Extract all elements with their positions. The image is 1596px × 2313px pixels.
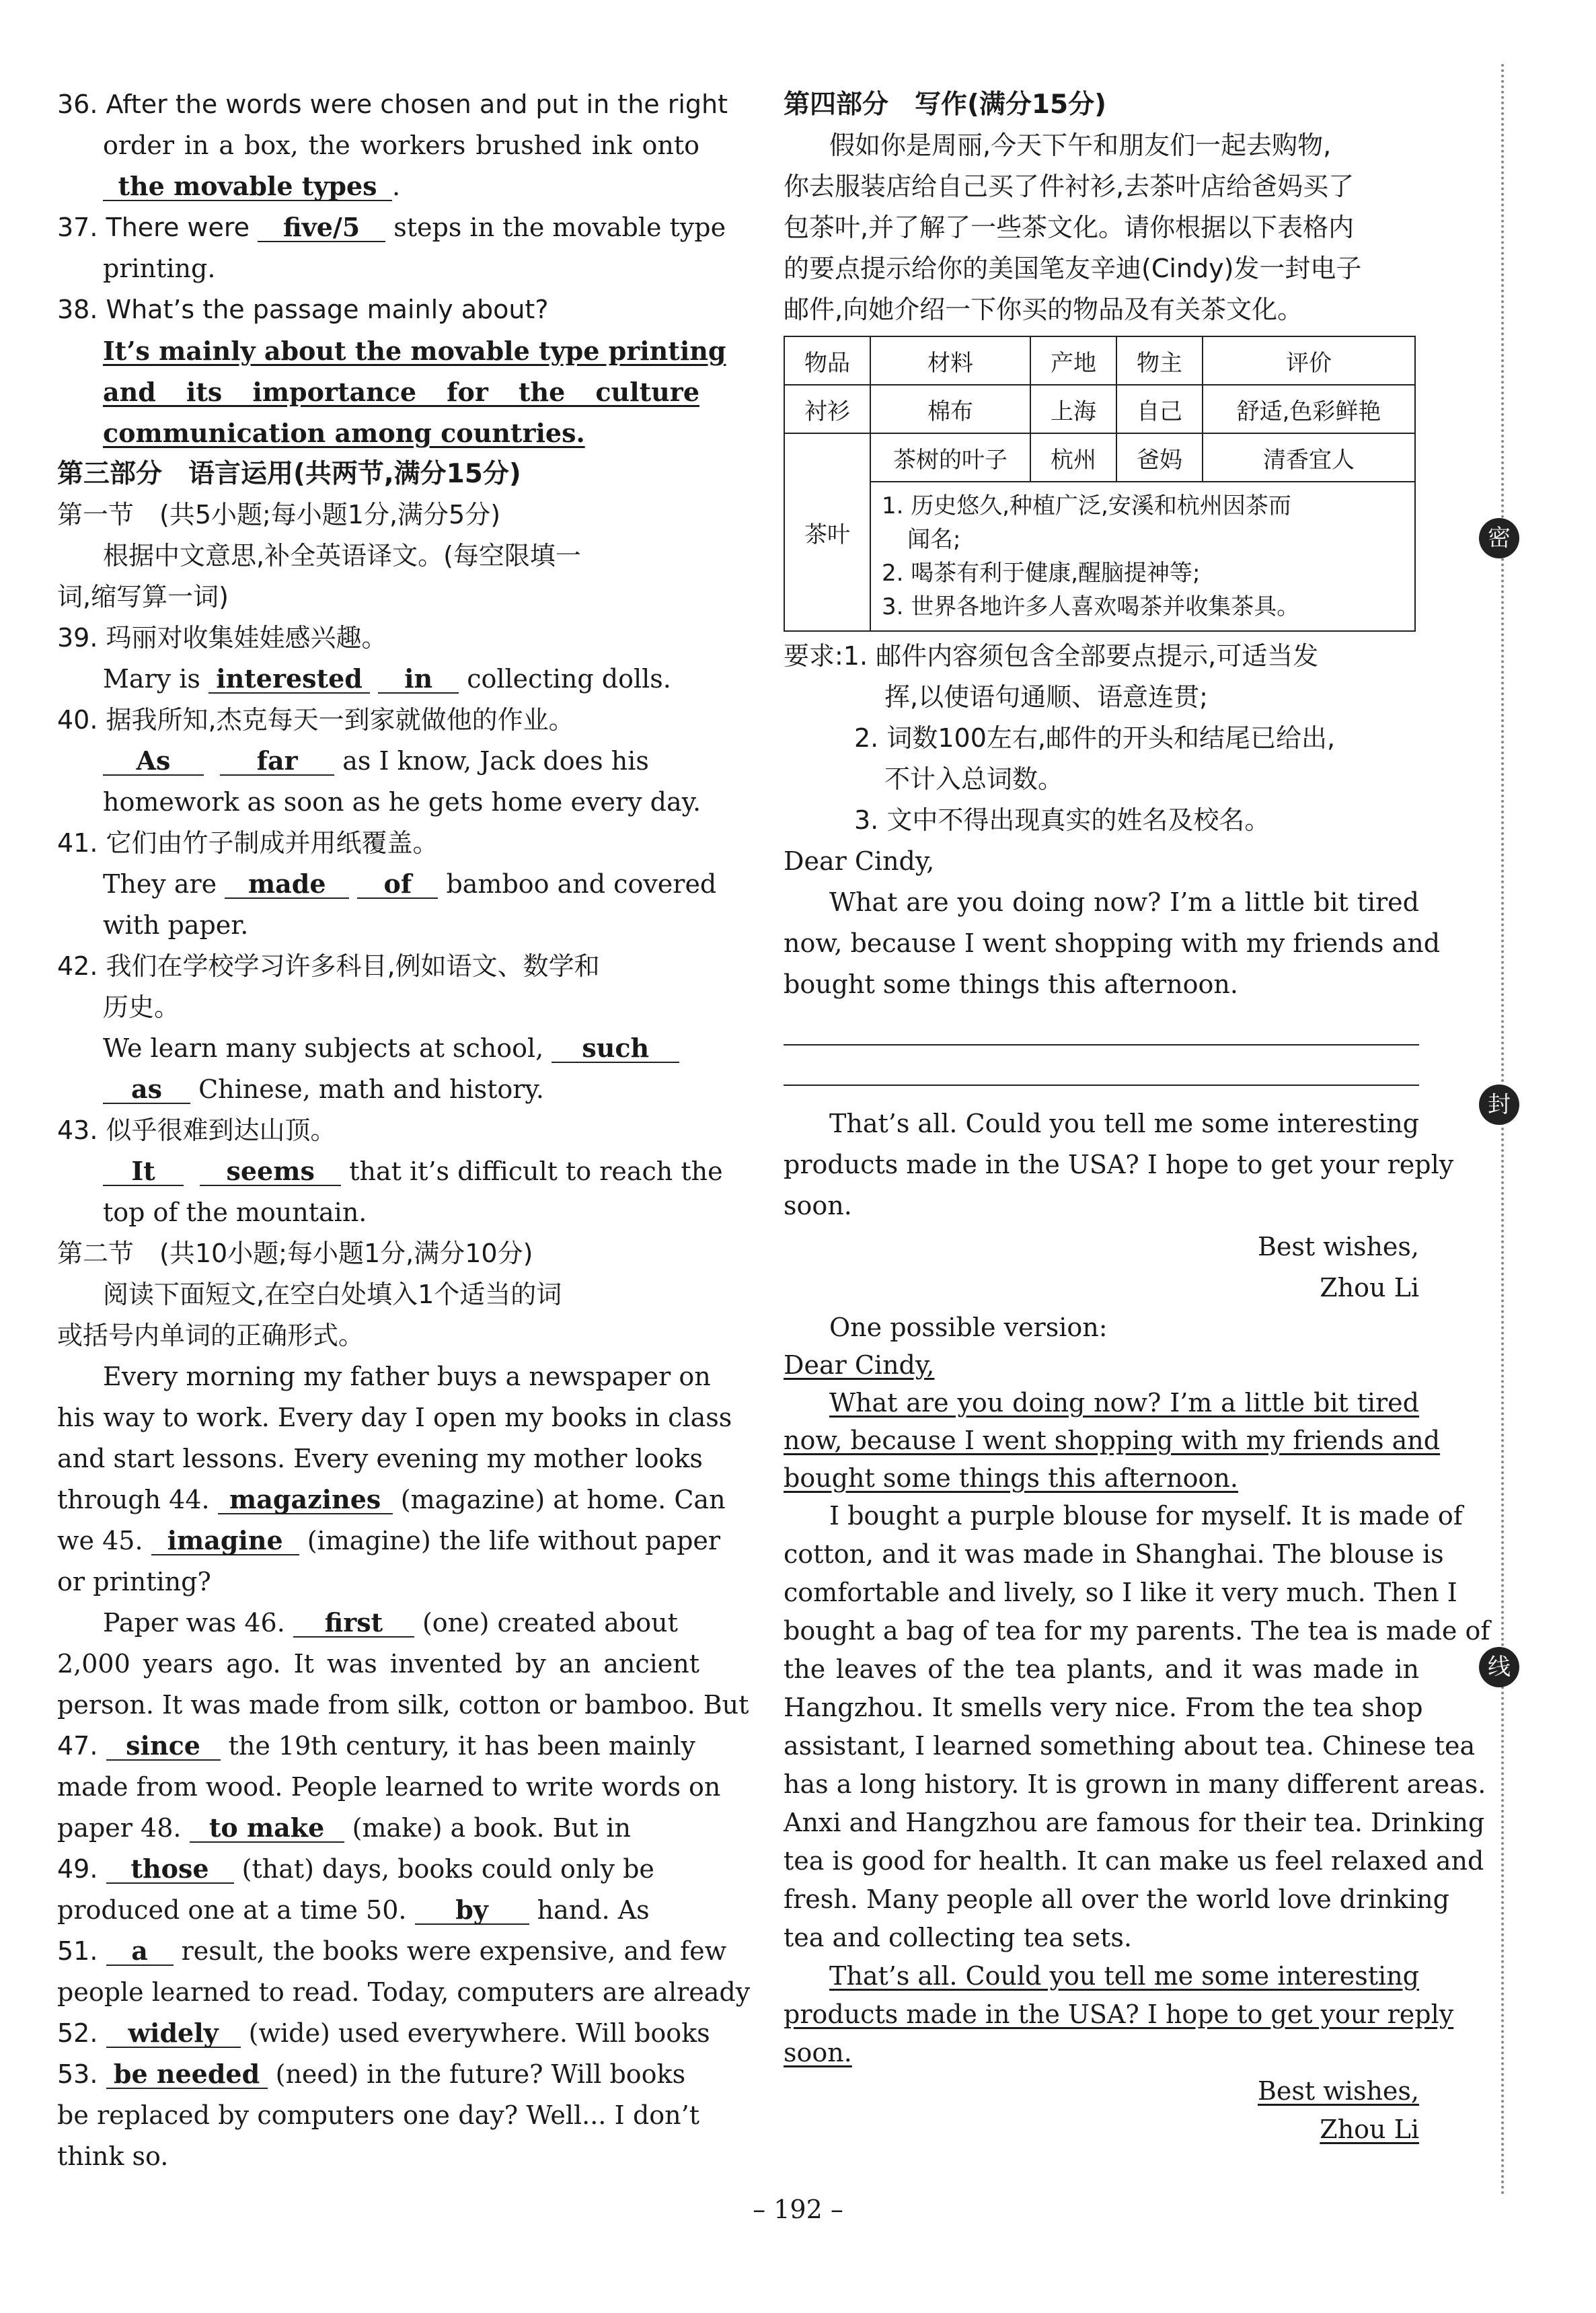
section1-instructions-2: 词,缩写算一词) — [57, 582, 229, 612]
q39-english: Mary is interested in collecting dolls. — [103, 663, 671, 694]
table-header: 物主 — [1116, 336, 1203, 385]
answer-52: widely — [106, 2020, 241, 2048]
q36-line2: order in a box, the workers brushed ink onto — [103, 131, 699, 160]
version-body: Hangzhou. It smells very nice. From the tea shop — [784, 1693, 1423, 1722]
writing-intro: 包茶叶,并了解了一些茶文化。请你根据以下表格内 — [784, 213, 1355, 242]
q43-chinese: 43. 似乎很难到达山顶。 — [57, 1115, 336, 1145]
email-opening: What are you doing now? I’m a little bit tired — [829, 887, 1419, 917]
version-label: One possible version: — [829, 1313, 1108, 1342]
passage-line: produced one at a time 50. by hand. As — [57, 1895, 650, 1925]
seal-mark-feng: 封 — [1479, 1085, 1519, 1125]
answer-42b: as — [103, 1076, 190, 1104]
table-cell: 舒适,色彩鲜艳 — [1203, 385, 1415, 433]
version-opening: now, because I went shopping with my friends and — [784, 1426, 1441, 1455]
passage-line: made from wood. People learned to write words on — [57, 1772, 721, 1802]
section2-title: 第二节 (共10小题;每小题1分,满分10分) — [57, 1239, 533, 1268]
passage-line: Paper was 46. first (one) created about — [103, 1607, 678, 1638]
q43-english-2: top of the mountain. — [103, 1198, 367, 1227]
passage-line: we 45. imagine (imagine) the life without paper — [57, 1525, 721, 1555]
answer-48: to make — [190, 1814, 344, 1843]
table-cell: 杭州 — [1030, 433, 1116, 482]
email-signature: Zhou Li — [1320, 1273, 1419, 1302]
passage-line: 2,000 years ago. It was invented by an ancient — [57, 1649, 699, 1679]
answer-51: a — [106, 1938, 174, 1966]
q42-chinese-2: 历史。 — [103, 992, 180, 1022]
table-row — [784, 482, 1415, 631]
version-opening: bought some things this afternoon. — [784, 1463, 1238, 1493]
passage-line: or printing? — [57, 1567, 211, 1596]
passage-line: person. It was made from silk, cotton or bamboo. But — [57, 1690, 749, 1720]
part4-title: 第四部分 写作(满分15分) — [784, 89, 1106, 120]
requirement: 2. 词数100左右,邮件的开头和结尾已给出, — [854, 723, 1336, 753]
version-signature: Zhou Li — [1320, 2115, 1419, 2144]
table-cell: 棉布 — [870, 385, 1030, 433]
passage-line: think so. — [57, 2141, 169, 2171]
version-body: tea and collecting tea sets. — [784, 1923, 1132, 1952]
q37-line2: printing. — [103, 254, 216, 283]
version-closing: That’s all. Could you tell me some interesting — [829, 1961, 1419, 1991]
passage-line: people learned to read. Today, computers are already — [57, 1977, 751, 2007]
left-column — [57, 84, 751, 2177]
seal-mark-mi: 密 — [1479, 518, 1519, 558]
table-cell: 爸妈 — [1116, 433, 1203, 482]
table-cell: 茶树的叶子 — [870, 433, 1030, 482]
passage-line: and start lessons. Every evening my mother looks — [57, 1444, 703, 1473]
answer-42a: such — [552, 1035, 679, 1063]
passage-line: paper 48. to make (make) a book. But in — [57, 1812, 631, 1843]
q37-line1: 37. There were five/5 steps in the movable type — [57, 212, 726, 242]
requirement: 要求:1. 邮件内容须包含全部要点提示,可适当发 — [784, 641, 1319, 671]
table-header: 评价 — [1203, 336, 1415, 385]
q42-english-2: as Chinese, math and history. — [57, 1069, 699, 1110]
version-body: assistant, I learned something about tea. Chinese tea — [784, 1731, 1476, 1761]
table-row — [784, 385, 1415, 433]
writing-blank-line — [784, 1045, 1419, 1086]
version-closing: soon. — [784, 2038, 852, 2067]
passage-line: through 44. magazines (magazine) at home. Can — [57, 1484, 726, 1514]
email-wishes: Best wishes, — [1258, 1232, 1419, 1261]
answer-47: since — [106, 1732, 221, 1761]
writing-blank-line — [784, 1005, 1419, 1045]
passage-line: 52. widely (wide) used everywhere. Will books — [57, 2018, 710, 2048]
answer-38-line3: communication among countries. — [103, 418, 585, 448]
version-body: has a long history. It is grown in many different areas. — [784, 1769, 1486, 1799]
table-cell: 上海 — [1030, 385, 1116, 433]
email-closing: That’s all. Could you tell me some interesting — [829, 1109, 1419, 1138]
q41-chinese: 41. 它们由竹子制成并用纸覆盖。 — [57, 828, 439, 858]
answer-41b: of — [357, 871, 438, 899]
table-cell: 衬衫 — [784, 385, 870, 433]
passage-line: his way to work. Every day I open my books in class — [57, 1403, 732, 1432]
table-row — [784, 433, 1415, 482]
table-header: 产地 — [1030, 336, 1116, 385]
table-notes: 1. 历史悠久,种植广泛,安溪和杭州因茶而 闻名; 2. 喝茶有利于健康,醒脑提神等; 3. 世界各地许多人喜欢喝茶并收集茶具。 — [870, 482, 1415, 631]
email-opening: now, because I went shopping with my friends and — [784, 928, 1441, 958]
writing-intro: 的要点提示给你的美国笔友辛迪(Cindy)发一封电子 — [784, 254, 1362, 283]
q41-english-2: with paper. — [103, 910, 249, 940]
email-opening: bought some things this afternoon. — [784, 969, 1238, 999]
email-greeting: Dear Cindy, — [784, 846, 935, 876]
page-number: – 192 – — [753, 2195, 843, 2224]
writing-intro: 邮件,向她介绍一下你买的物品及有关茶文化。 — [784, 295, 1303, 324]
passage-line: 49. those (that) days, books could only be — [57, 1853, 654, 1884]
answer-37: five/5 — [258, 214, 385, 242]
version-wishes: Best wishes, — [1258, 2076, 1419, 2106]
writing-intro: 你去服装店给自己买了件衬衫,去茶叶店给爸妈买了 — [784, 172, 1355, 201]
table-cell: 清香宜人 — [1203, 433, 1415, 482]
answer-38-line2: and its importance for the culture — [103, 377, 699, 407]
q42-chinese-1: 42. 我们在学校学习许多科目,例如语文、数学和 — [57, 951, 600, 981]
passage-line: 47. since the 19th century, it has been mainly — [57, 1730, 695, 1761]
answer-38-line1: It’s mainly about the movable type printing — [103, 336, 726, 366]
writing-intro: 假如你是周丽,今天下午和朋友们一起去购物, — [829, 131, 1332, 160]
passage-line: 51. a result, the books were expensive, and few — [57, 1936, 727, 1966]
part3-title: 第三部分 语言运用(共两节,满分15分) — [57, 459, 521, 489]
table-header-row — [784, 336, 1415, 385]
table-cell: 自己 — [1116, 385, 1203, 433]
version-body: fresh. Many people all over the world love drinking — [784, 1884, 1449, 1914]
q36-line3: the movable types . — [57, 166, 699, 207]
q38-question: 38. What’s the passage mainly about? — [57, 295, 549, 324]
version-closing: products made in the USA? I hope to get your reply — [784, 1999, 1454, 2029]
q41-english-1: They are made of bamboo and covered — [103, 869, 717, 899]
q36-line1: 36. After the words were chosen and put in the right — [57, 89, 728, 119]
seal-line — [1501, 64, 1504, 2197]
seal-mark-xian: 线 — [1479, 1647, 1519, 1687]
section2-instructions-2: 或括号内单词的正确形式。 — [57, 1321, 365, 1350]
q43-english-1: It seems that it’s difficult to reach the — [57, 1151, 699, 1192]
answer-39b: in — [378, 665, 459, 694]
table-header: 物品 — [784, 336, 870, 385]
answer-40a: As — [103, 747, 204, 776]
answer-43a: It — [103, 1158, 184, 1186]
requirement: 挥,以使语句通顺、语意连贯; — [884, 682, 1208, 712]
answer-40b: far — [220, 747, 334, 776]
q40-english-1: As far as I know, Jack does his — [57, 741, 699, 782]
version-greeting: Dear Cindy, — [784, 1350, 935, 1380]
q39-chinese: 39. 玛丽对收集娃娃感兴趣。 — [57, 623, 387, 653]
version-body: tea is good for health. It can make us feel relaxed and — [784, 1846, 1484, 1876]
q42-english-1: We learn many subjects at school, such — [57, 1028, 699, 1069]
right-column — [784, 84, 1490, 2149]
version-body: I bought a purple blouse for myself. It is made of — [829, 1501, 1463, 1531]
section1-title: 第一节 (共5小题;每小题1分,满分5分) — [57, 500, 501, 529]
version-opening: What are you doing now? I’m a little bit tired — [829, 1388, 1419, 1418]
answer-46: first — [293, 1609, 414, 1638]
passage-line: Every morning my father buys a newspaper on — [103, 1362, 711, 1391]
version-body: comfortable and lively, so I like it very much. Then I — [784, 1578, 1457, 1607]
passage-line: 53. be needed (need) in the future? Will books — [57, 2059, 686, 2089]
answer-41a: made — [225, 871, 349, 899]
version-body: the leaves of the tea plants, and it was made in — [784, 1654, 1419, 1684]
section1-instructions-1: 根据中文意思,补全英语译文。(每空限填一 — [103, 541, 581, 571]
answer-43b: seems — [200, 1158, 341, 1186]
q40-chinese: 40. 据我所知,杰克每天一到家就做他的作业。 — [57, 705, 574, 735]
answer-36: the movable types — [103, 173, 392, 201]
passage-line: be replaced by computers one day? Well... I don’t — [57, 2100, 699, 2130]
table-header: 材料 — [870, 336, 1030, 385]
version-body: bought a bag of tea for my parents. The tea is made of — [784, 1616, 1490, 1646]
requirement: 3. 文中不得出现真实的姓名及校名。 — [854, 805, 1270, 835]
info-table — [784, 336, 1416, 632]
answer-50: by — [415, 1897, 529, 1925]
version-body: Anxi and Hangzhou are famous for their tea. Drinking — [784, 1808, 1485, 1837]
section2-instructions-1: 阅读下面短文,在空白处填入1个适当的词 — [103, 1280, 562, 1309]
email-closing: soon. — [784, 1191, 852, 1220]
q40-english-2: homework as soon as he gets home every day. — [103, 787, 701, 817]
email-closing: products made in the USA? I hope to get your reply — [784, 1150, 1454, 1179]
table-cell-tea: 茶叶 — [784, 433, 870, 631]
answer-44: magazines — [218, 1486, 393, 1514]
requirement: 不计入总词数。 — [884, 764, 1064, 794]
answer-39a: interested — [208, 665, 370, 694]
answer-49: those — [106, 1856, 234, 1884]
answer-45: imagine — [151, 1527, 299, 1555]
answer-53: be needed — [106, 2061, 268, 2089]
version-body: cotton, and it was made in Shanghai. The blouse is — [784, 1539, 1444, 1569]
